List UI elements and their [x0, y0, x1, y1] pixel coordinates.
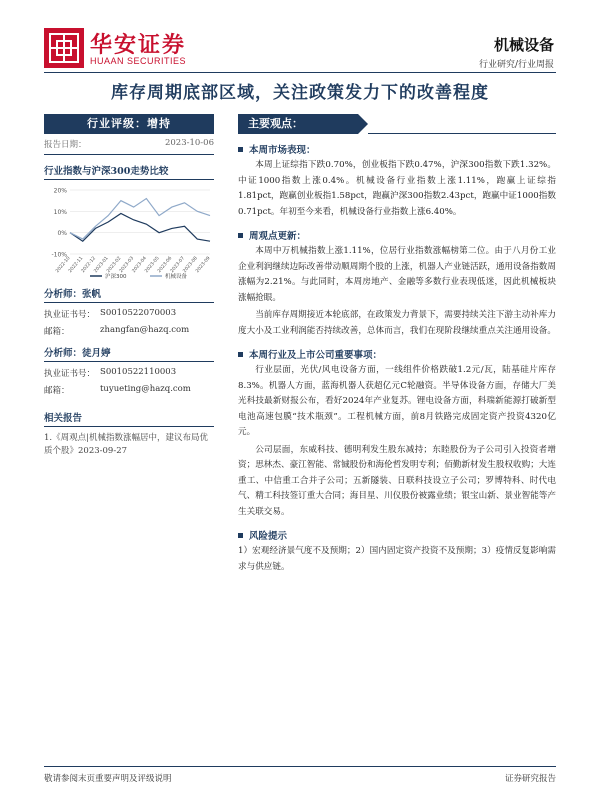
- section-heading-risk: 风险提示: [238, 528, 556, 542]
- cert-number: S0010522110003: [100, 367, 177, 377]
- footer-divider: [44, 766, 556, 767]
- chart-x-tick-label: 2022-10: [55, 256, 72, 274]
- analyst-email[interactable]: zhangfan@hazq.com: [100, 325, 190, 335]
- bullet-square-icon: [238, 352, 243, 357]
- logo-chinese-name: 华安证券: [90, 32, 187, 58]
- chart-legend: [90, 272, 188, 280]
- analyst-email[interactable]: tuyueting@hazq.com: [100, 384, 191, 394]
- chart-y-tick-label: 0%: [57, 230, 67, 238]
- chart-section-title: 行业指数与沪深300走势比较: [44, 163, 214, 180]
- chart-x-tick-label: 2023-07: [169, 256, 187, 274]
- analyst-name: 分析师：徒月婷: [44, 345, 214, 362]
- chart-x-tick-label: 2022-11: [68, 256, 85, 274]
- chart-x-tick-label: 2023-04: [131, 256, 148, 274]
- email-label: 邮箱：: [44, 386, 70, 396]
- logo-english-name: HUAAN SECURITIES: [90, 56, 187, 66]
- chart-y-tick-label: -10%: [51, 251, 67, 259]
- viewpoint-divider: [368, 133, 556, 134]
- chart-x-tick-label: 2023-09: [195, 256, 212, 274]
- analyst-email-line: [44, 384, 214, 396]
- chart-x-tick-label: 2023-03: [118, 256, 136, 274]
- section-heading-weekly-view: 周观点更新：: [238, 228, 556, 242]
- chart-x-tick-label: 2022-12: [80, 256, 97, 274]
- chart-y-tick-label: 20%: [53, 187, 67, 195]
- chart-y-ticks: [51, 188, 67, 259]
- chart-legend-label: 机械设备: [165, 274, 188, 280]
- analyst-cert-line: [44, 308, 214, 320]
- bullet-square-icon: [238, 147, 243, 152]
- footer-report-type: 证券研究报告: [504, 774, 556, 784]
- market-paragraph: 本周上证综指下跌0.70%，创业板指下跌0.47%，沪深300指数下跌1.32%。中证1000指数上涨0.4%。机械设备行业指数上涨1.11%，跑赢上证综指1.81pct，跑赢创业板指1.58pct，跑赢沪深300指数2.43pct，跑赢中证1000指数0.71pct。年初至今来看，机械设备行业指数上涨6.40%。: [238, 160, 556, 217]
- analyst-email-line: [44, 325, 214, 337]
- sector-name: 机械设备: [493, 36, 554, 54]
- analyst-block-2: [44, 345, 214, 396]
- weekly-view-paragraph-2: 当前库存周期接近本轮底部，在政策发力背景下，需要持续关注下游主动补库力度大小及工业利润能否持续改善，总体而言，我们在现阶段继续重点关注通用设备。: [238, 310, 556, 336]
- analyst-block-1: [44, 286, 214, 337]
- risk-paragraph: 1）宏观经济景气度不及预期；2）国内固定资产投资不及预期；3）疫情反复影响需求与供应链。: [238, 546, 556, 572]
- bullet-square-icon: [238, 533, 243, 538]
- company-events-paragraph: 公司层面，东威科技、德明利发生股东减持；东睦股份为子公司引入投资者增资；思林杰、豪江智能、常铖股份和海伦哲发明专利；佰勤新材发生股权收购；大连重工、中信重工合并子公司；五新隧装、日联科技设立子公司；罗博特科、时代电气、精工科技签订重大合同；海目星、川仪股份被露业绩；银宝山新、景业智能等产生关联交易。: [238, 444, 556, 517]
- report-date-row: [44, 138, 214, 155]
- index-trend-chart: [44, 184, 214, 282]
- left-sidebar: [44, 114, 214, 458]
- chart-series-line: [70, 213, 210, 241]
- weekly-view-paragraph-1: 本周中万机械指数上涨1.11%，位居行业指数涨幅榜第二位。由于八月份工业企业利润继续边际改善带动顺周期个股的上涨，机器人产业链活跃，通用设备指数周涨幅为2.21%。与此同时，本周房地产、金融等多数行业表现低迷，因此机械板块涨幅抢眼。: [238, 246, 556, 303]
- chart-lines: [70, 199, 210, 242]
- page-header: [0, 0, 600, 78]
- huaan-logo-icon: [44, 28, 84, 68]
- analyst-cert-line: [44, 367, 214, 379]
- viewpoint-header: 主要观点：: [238, 114, 358, 134]
- header-divider: [44, 72, 556, 73]
- chart-x-tick-label: 2023-02: [106, 256, 123, 274]
- chart-x-tick-label: 2023-01: [93, 256, 110, 274]
- email-label: 邮箱：: [44, 327, 70, 337]
- footer-disclaimer[interactable]: 敬请参阅末页重要声明及评级说明: [44, 774, 172, 784]
- cert-label: 执业证书号：: [44, 369, 96, 379]
- chart-x-ticks: [55, 255, 212, 274]
- report-date-label: 报告日期：: [44, 140, 87, 150]
- related-reports-title: 相关报告: [44, 410, 214, 427]
- main-viewpoints: [238, 114, 556, 575]
- cert-number: S0010522070003: [100, 308, 177, 318]
- chart-x-tick-label: 2023-08: [182, 256, 199, 274]
- section-heading-market: 本周市场表现：: [238, 142, 556, 156]
- industry-events-paragraph: 行业层面，光伏/风电设备方面，一线组件价格跌破1.2元/瓦，陆基硅片库存8.3%。机器人方面，蓝海机器人获超亿元C轮融资。半导体设备方面，存储大厂美光科技最新财报公布，看好2024年产业复苏。锂电设备方面，科瑞新能源打破新型电池高速包膜“技术瓶颈”。工程机械方面，前8月铁路完成固定资产投资4320亿元。: [238, 365, 556, 437]
- analyst-name: 分析师：张帆: [44, 286, 214, 303]
- bullet-square-icon: [238, 233, 243, 238]
- chart-legend-label: 沪深300: [105, 274, 127, 280]
- chart-x-tick-label: 2023-05: [144, 256, 161, 274]
- chart-svg: [44, 184, 214, 282]
- related-report-item[interactable]: 1.《周观点|机械指数涨幅居中，建议布局优质个股》2023-09-27: [44, 433, 208, 456]
- report-title: 库存周期底部区域，关注政策发力下的改善程度: [111, 83, 489, 103]
- industry-rating: 行业评级：增持: [44, 114, 214, 134]
- chart-x-tick-label: 2023-06: [157, 256, 174, 274]
- section-heading-events: 本周行业及上市公司重要事项：: [238, 347, 556, 361]
- report-date-value: 2023-10-06: [164, 138, 214, 148]
- chart-y-tick-label: 10%: [53, 208, 67, 216]
- cert-label: 执业证书号：: [44, 310, 96, 320]
- document-type: 行业研究/行业周报: [478, 60, 554, 70]
